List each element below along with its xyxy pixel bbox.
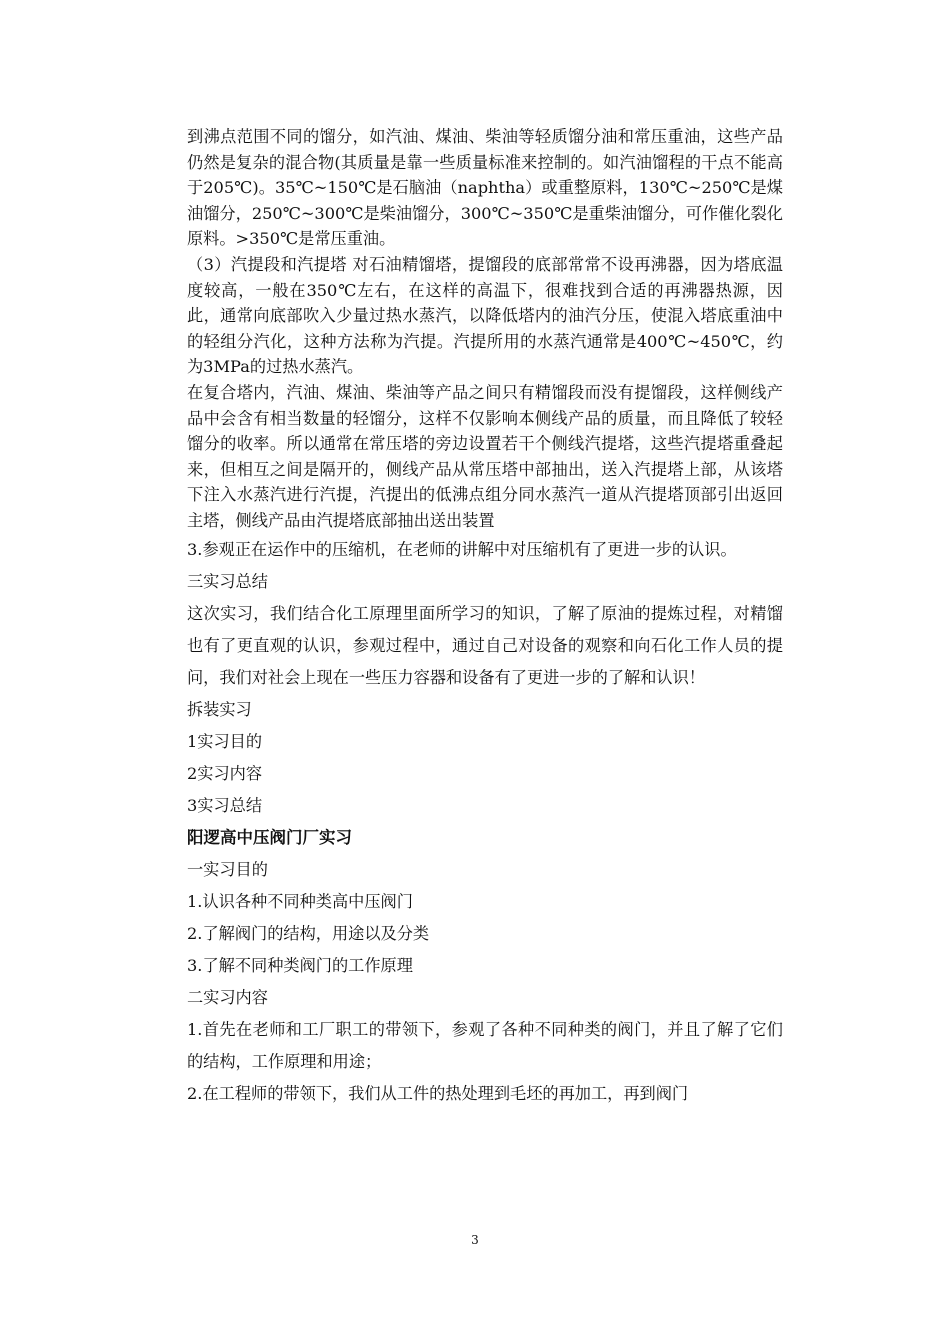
paragraph-side-strippers: 在复合塔内，汽油、煤油、柴油等产品之间只有精馏段而没有提馏段，这样侧线产品中会含有相当数量的轻馏分，这样不仅影响本侧线产品的质量，而且降低了较轻馏分的收率。所以通常在常压塔的旁边设置若干个侧线汽提塔，这些汽提塔重叠起来，但相互之间是隔开的，侧线产品从常压塔中部抽出，送入汽提塔上部，从该塔下注入水蒸汽进行汽提，汽提出的低沸点组分同水蒸汽一道从汽提塔顶部引出返回主塔，侧线产品由汽提塔底部抽出送出装置 xyxy=(187,382,783,530)
list-item: 3.了解不同种类阀门的工作原理 xyxy=(187,955,413,975)
paragraph-stripping-section: （3）汽提段和汽提塔 对石油精馏塔，提馏段的底部常常不设再沸器，因为塔底温度较高，一般在350℃左右，在这样的高温下，很难找到合适的再沸器热源，因此，通常向底部吹入少量过热水蒸汽，以降低塔内的油汽分压，使混入塔底重油中的轻组分汽化，这种方法称为汽提。汽提所用的水蒸汽通常是400℃~450℃，约为3MPa的过热水蒸汽。 xyxy=(187,254,783,377)
list-item: 2.了解阀门的结构，用途以及分类 xyxy=(187,923,430,943)
body-text xyxy=(187,124,783,1110)
paragraph-summary: 这次实习，我们结合化工原理里面所学习的知识，了解了原油的提炼过程，对精馏也有了更直观的认识，参观过程中，通过自己对设备的观察和向石化工作人员的提问，我们对社会上现在一些压力容器和设备有了更进一步的了解和认识！ xyxy=(187,603,783,687)
list-item: 2.在工程师的带领下，我们从工件的热处理到毛坯的再加工，再到阀门 xyxy=(187,1083,689,1103)
page-number: 3 xyxy=(471,1233,479,1247)
paragraph-compressor-visit: 3.参观正在运作中的压缩机，在老师的讲解中对压缩机有了更进一步的认识。 xyxy=(187,539,737,559)
section-heading-valve-factory: 阳逻高中压阀门厂实习 xyxy=(187,827,352,847)
list-item: 2实习内容 xyxy=(187,763,263,783)
list-item: 1.认识各种不同种类高中压阀门 xyxy=(187,891,413,911)
section-heading-disassembly: 拆装实习 xyxy=(187,699,252,719)
list-item: 1.首先在老师和工厂职工的带领下，参观了各种不同种类的阀门，并且了解了它们的结构，工作原理和用途； xyxy=(187,1019,783,1071)
list-item: 1实习目的 xyxy=(187,731,263,751)
section-heading-summary: 三实习总结 xyxy=(187,571,268,591)
paragraph-distillation-fractions: 到沸点范围不同的馏分，如汽油、煤油、柴油等轻质馏分油和常压重油，这些产品仍然是复杂的混合物(其质量是靠一些质量标准来控制的。如汽油馏程的干点不能高于205℃)。35℃~150℃是石脑油（naphtha）或重整原料，130℃~250℃是煤油馏分，250℃~300℃是柴油馏分，300℃~350℃是重柴油馏分，可作催化裂化原料。>350℃是常压重油。 xyxy=(187,127,783,249)
section-heading-content: 二实习内容 xyxy=(187,987,268,1007)
list-item: 3实习总结 xyxy=(187,795,263,815)
section-heading-objectives: 一实习目的 xyxy=(187,859,268,879)
